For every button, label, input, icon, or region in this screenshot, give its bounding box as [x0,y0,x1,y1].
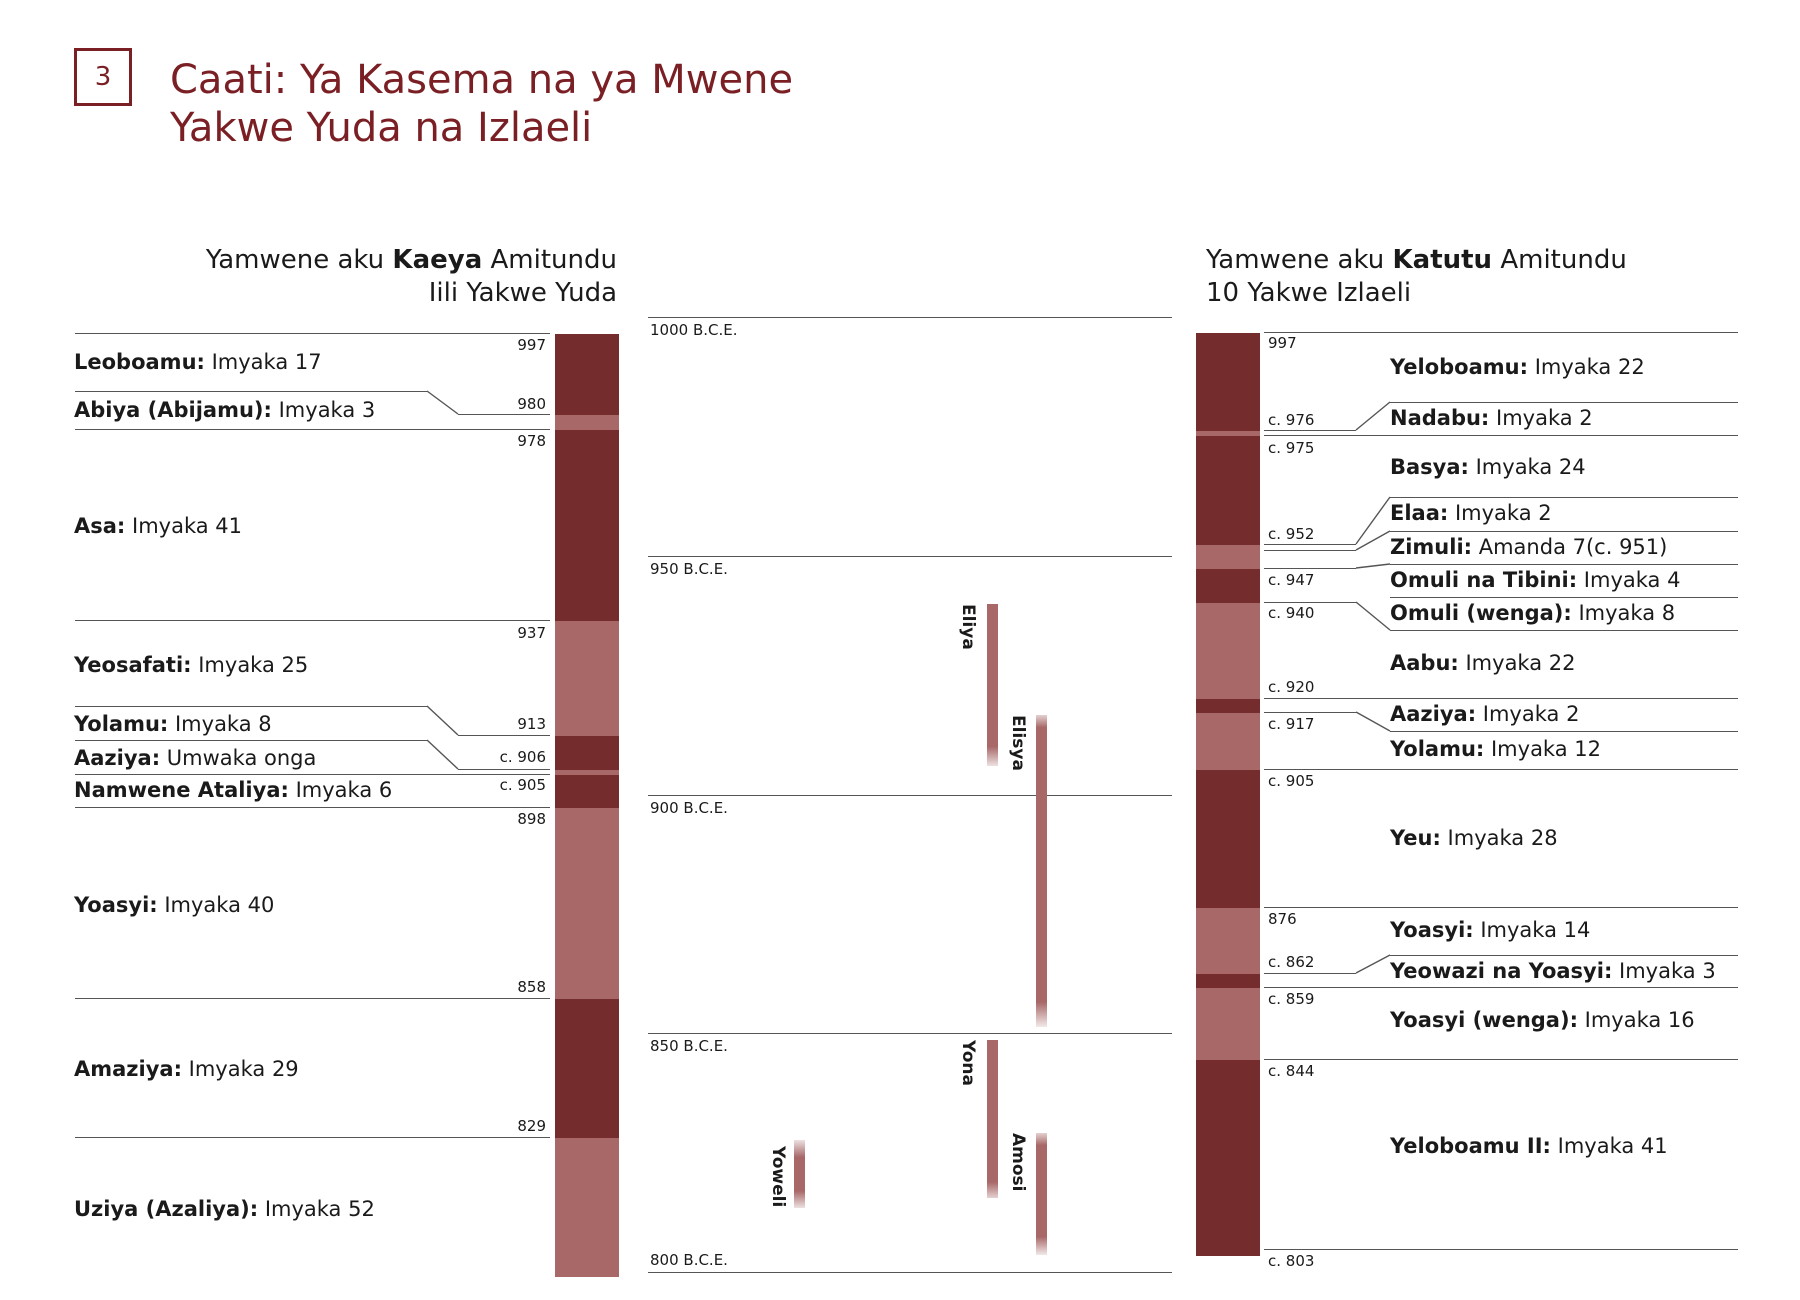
israel-reign-bar [1196,333,1260,431]
chart-number-badge: 3 [74,48,132,106]
bce-label: 1000 B.C.E. [650,321,738,339]
prophet-label-amosi: Amosi [1008,1133,1028,1192]
israel-year: c. 975 [1268,439,1315,457]
divider [75,391,427,392]
israel-king-label: Nadabu: Imyaka 2 [1390,406,1593,430]
judah-king-label: Abiya (Abijamu): Imyaka 3 [74,398,376,422]
connector [1356,712,1390,731]
divider [1264,712,1356,713]
divider [75,740,427,741]
judah-year: 913 [517,715,546,733]
israel-year: 876 [1268,910,1297,928]
judah-reign-bar [555,415,619,430]
divider [75,774,550,775]
divider [1264,698,1738,699]
divider [75,998,550,999]
divider [1390,630,1738,631]
divider [1264,973,1356,974]
judah-year: 898 [517,810,546,828]
divider [1264,435,1738,436]
israel-reign-bar [1196,545,1260,569]
divider [1390,955,1738,956]
prophet-label-yoweli: Yoweli [768,1146,788,1208]
prophet-bar-yoweli [794,1140,805,1208]
israel-year: c. 862 [1268,953,1315,971]
divider [1390,564,1738,565]
judah-king-label: Aaziya: Umwaka onga [74,746,317,770]
connector [1356,497,1390,544]
judah-reign-bar [555,621,619,736]
prophet-label-eliya: Eliya [958,604,978,650]
judah-reign-bar [555,334,619,415]
divider [75,429,550,430]
judah-king-label: Amaziya: Imyaka 29 [74,1057,299,1081]
judah-year: c. 906 [499,748,546,766]
divider [1264,987,1738,988]
israel-reign-bar [1196,699,1260,713]
israel-reign-bar [1196,713,1260,770]
divider [75,620,550,621]
connector [1356,564,1390,568]
israel-reign-bar [1196,603,1260,699]
timeline-line [648,795,1172,796]
israel-reign-bar [1196,569,1260,603]
divider [1264,332,1738,333]
judah-king-label: Uziya (Azaliya): Imyaka 52 [74,1197,375,1221]
connector [427,391,458,414]
israel-king-label: Yeowazi na Yoasyi: Imyaka 3 [1390,959,1716,983]
israel-king-label: Aabu: Imyaka 22 [1390,651,1576,675]
judah-reign-bar [555,430,619,621]
divider [75,333,550,334]
divider [1264,550,1356,551]
divider [1390,531,1738,532]
israel-year: 997 [1268,334,1297,352]
judah-king-label: Yoasyi: Imyaka 40 [74,893,275,917]
israel-king-label: Yoasyi (wenga): Imyaka 16 [1390,1008,1695,1032]
divider [75,706,427,707]
divider [1390,731,1738,732]
divider [1264,907,1738,908]
israel-year: c. 947 [1268,571,1315,589]
divider [75,1137,550,1138]
israel-reign-bar [1196,908,1260,974]
judah-year: 829 [517,1117,546,1135]
connector [1356,402,1390,430]
divider [458,735,550,736]
divider [1264,1249,1738,1250]
judah-year: 937 [517,624,546,642]
israel-king-label: Elaa: Imyaka 2 [1390,501,1552,525]
israel-reign-bar [1196,436,1260,545]
israel-king-label: Basya: Imyaka 24 [1390,455,1586,479]
israel-king-label: Yoasyi: Imyaka 14 [1390,918,1591,942]
judah-year: c. 905 [499,776,546,794]
bce-label: 900 B.C.E. [650,799,728,817]
judah-reign-bar [555,808,619,999]
israel-reign-bar [1196,974,1260,988]
judah-year: 858 [517,978,546,996]
divider [458,414,550,415]
prophet-bar-amosi [1036,1133,1047,1255]
connector [1356,955,1390,973]
divider [75,807,550,808]
israel-reign-bar [1196,770,1260,908]
divider [1264,568,1356,569]
judah-column-heading: Yamwene aku Kaeya Amitundu Iili Yakwe Yuda [205,245,617,308]
israel-king-label: Omuli na Tibini: Imyaka 4 [1390,568,1681,592]
judah-king-label: Namwene Ataliya: Imyaka 6 [74,778,393,802]
judah-reign-bar [555,999,619,1138]
israel-reign-bar [1196,1060,1260,1256]
israel-king-label: Yeloboamu: Imyaka 22 [1390,355,1645,379]
judah-reign-bar [555,1138,619,1277]
judah-king-label: Leoboamu: Imyaka 17 [74,350,322,374]
timeline-line [648,1272,1172,1273]
israel-year: c. 940 [1268,604,1315,622]
israel-king-label: Yolamu: Imyaka 12 [1390,737,1601,761]
judah-year: 980 [517,395,546,413]
judah-reign-bar [555,775,619,808]
israel-year: c. 920 [1268,678,1315,696]
prophet-bar-yona [987,1040,998,1198]
judah-year: 997 [517,336,546,354]
divider [458,769,550,770]
bce-label: 950 B.C.E. [650,560,728,578]
prophet-bar-elisya [1036,715,1047,1027]
connector [427,706,458,735]
judah-year: 978 [517,432,546,450]
divider [1390,597,1738,598]
title-line-1: Caati: Ya Kasema na ya Mwene [170,57,794,103]
israel-year: c. 844 [1268,1062,1315,1080]
prophet-label-elisya: Elisya [1008,715,1028,771]
connector [1356,531,1390,550]
timeline-line [648,317,1172,318]
israel-king-label: Omuli (wenga): Imyaka 8 [1390,601,1676,625]
timeline-line [648,556,1172,557]
title-line-2: Yakwe Yuda na Izlaeli [170,105,593,151]
judah-king-label: Yeosafati: Imyaka 25 [74,653,309,677]
israel-reign-bar [1196,988,1260,1060]
israel-king-label: Yeu: Imyaka 28 [1390,826,1558,850]
divider [1264,430,1356,431]
prophet-bar-eliya [987,604,998,766]
israel-king-label: Zimuli: Amanda 7(c. 951) [1390,535,1668,559]
divider [1264,544,1356,545]
israel-year: c. 917 [1268,715,1315,733]
israel-year: c. 952 [1268,525,1315,543]
israel-king-label: Aaziya: Imyaka 2 [1390,702,1580,726]
israel-year: c. 976 [1268,411,1315,429]
page-title [170,56,793,152]
israel-year: c. 905 [1268,772,1315,790]
connector [427,740,458,769]
prophet-label-yona: Yona [958,1040,978,1087]
bce-label: 850 B.C.E. [650,1037,728,1055]
israel-column-heading: Yamwene aku Katutu Amitundu 10 Yakwe Izlaeli [1206,245,1627,308]
israel-year: c. 803 [1268,1252,1315,1270]
divider [1390,497,1738,498]
bce-label: 800 B.C.E. [650,1251,728,1269]
judah-king-label: Asa: Imyaka 41 [74,514,243,538]
israel-year: c. 859 [1268,990,1315,1008]
divider [1264,1059,1738,1060]
divider [1264,769,1738,770]
timeline-line [648,1033,1172,1034]
connector [1356,602,1390,630]
divider [1390,402,1738,403]
judah-reign-bar [555,736,619,770]
israel-king-label: Yeloboamu II: Imyaka 41 [1390,1134,1668,1158]
judah-king-label: Yolamu: Imyaka 8 [74,712,272,736]
